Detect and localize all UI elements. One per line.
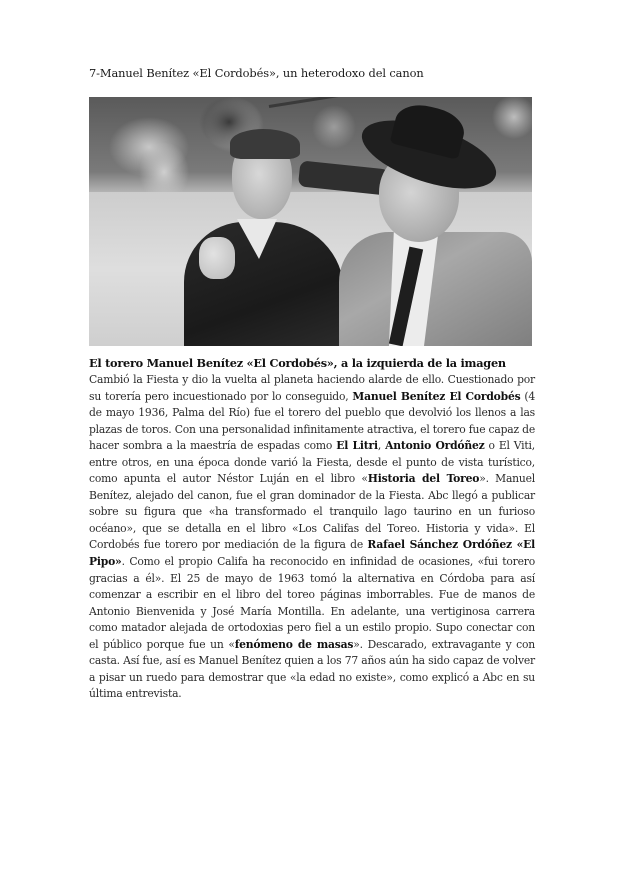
photo-caption: El torero Manuel Benítez «El Cordobés», a la izquierda de la imagen (89, 356, 506, 370)
photo-young-man-fist (199, 237, 235, 279)
bullfighter-photo (89, 97, 532, 346)
body-text: (4 de mayo 1936, Palma del Río) fue el torero del pueblo que devolvió los llenos a las plazas de toros. Con una personalidad infinitamente atractiva, el torero fue capaz de hacer sombra a la maestría de espadas como (89, 389, 536, 453)
body-text: . Como el propio Califa ha reconocido en infinidad de ocasiones, «fui torero gracias a él». El 25 de mayo de 1963 tomó la alternativa en Córdoba para así comenzar a escribir en el libro del toreo páginas imborrables. Fue de manos de Antonio Bienvenida y José María Montilla. En adelante, una vertiginosa carrera como matador alejada de ortodoxias pero fiel a un estilo propio. Supo conectar con el público porque fue un « (89, 555, 535, 651)
photo-young-man-hair (230, 129, 300, 159)
body-text-bold: fenómeno de masas (234, 637, 354, 651)
body-text: Cambió la Fiesta y dio la vuelta al planeta haciendo alarde de ello. Cuestionado por su torería pero incuestionado por lo conseguido, (89, 373, 535, 403)
body-text: ». Descarado, extravagante y con casta. Así fue, así es Manuel Benítez quien a los 77 años aún ha sido capaz de volver a pisar un ruedo para demostrar que «la edad no existe», como explicó a Abc en su última entrevista. (89, 637, 536, 701)
section-title: 7-Manuel Benítez «El Cordobés», un heterodoxo del canon (89, 66, 424, 80)
body-text: , (377, 439, 386, 453)
body-text-bold: Manuel Benítez El Cordobés (352, 389, 521, 403)
body-text-bold: Rafael Sánchez Ordóñez «El Pipo» (89, 538, 536, 569)
body-paragraph (89, 372, 535, 703)
body-text: ». Manuel Benítez, alejado del canon, fue el gran dominador de la Fiesta. Abc llegó a publicar sobre su figura que «ha transformado el tranquilo lago taurino en un furioso océano», que se detalla en el libro «Los Califas del Toreo. Historia y vida». El Cordobés fue torero por mediación de la figura de (89, 472, 536, 552)
body-text-bold: Historia del Toreo (367, 472, 480, 486)
body-text: o El Viti, entre otros, en una época donde varió la Fiesta, desde el punto de vista turístico, como apunta el autor Néstor Luján en el libro « (89, 439, 535, 486)
body-text-bold: El Litri (336, 439, 378, 453)
body-text-bold: Antonio Ordóñez (385, 439, 485, 453)
